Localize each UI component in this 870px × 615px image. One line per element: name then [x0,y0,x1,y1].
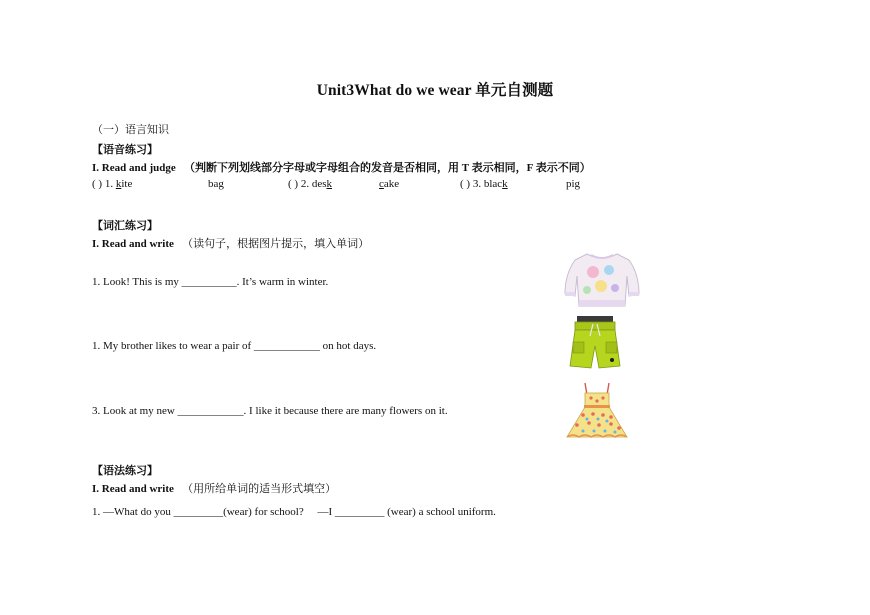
answer-blank[interactable]: __________ [181,276,237,288]
instruction-cn: （判断下列划线部分字母或字母组合的发音是否相同，用 T 表示相同，F 表示不同） [184,162,591,174]
phonics-item [288,178,332,190]
word [379,178,399,190]
page-title: Unit3What do we wear 单元自测题 [316,82,554,99]
underlined-letters: c [379,178,384,190]
word-hint: (wear) for school? [223,506,304,518]
sentence-start: My brother likes to wear a pair of [103,340,252,352]
instruction-en: I. Read and write [92,483,174,495]
instruction-cn: （读句子，根据图片提示，填入单词） [182,238,370,250]
answer-blank[interactable]: ____________ [253,340,320,352]
item-number: 1. [92,506,101,518]
section-heading: （一）语言知识 [92,124,169,136]
sentence-end: on hot days. [322,340,377,352]
sweater-icon [563,250,641,310]
item-number: 1. [92,340,101,352]
item-number: 3. [472,178,482,190]
shorts-icon [566,316,624,374]
word-rest: ake [383,178,400,190]
phonics-label: 【语音练习】 [92,144,158,156]
answer-blank[interactable]: ( ) [460,178,471,190]
phonics-item [460,178,508,190]
vocab-sentence [92,405,448,417]
vocab-sentence [92,340,376,352]
sentence-start: Look! This is my [103,276,179,288]
item-number: 2. [300,178,310,190]
word-hint: (wear) a school uniform. [387,506,496,518]
underlined-letters: k [326,178,332,190]
word: bag [208,178,224,190]
underlined-letters: k [502,178,508,190]
item-number: 1. [104,178,114,190]
grammar-label: 【语法练习】 [92,465,158,477]
word-pre: des [311,178,327,190]
item-number: 1. [92,276,101,288]
phonics-item [92,178,132,190]
answer-blank[interactable]: _________ [334,506,385,518]
word-rest: ite [121,178,133,190]
grammar-item [92,506,496,518]
answer-blank[interactable]: ( ) [92,178,103,190]
underlined-letters: k [115,178,122,190]
dress-icon [563,381,631,441]
vocab-sentence [92,276,328,288]
answer-blank[interactable]: ( ) [288,178,299,190]
instruction-en: I. Read and write [92,238,174,250]
instruction-en: I. Read and judge [92,162,176,174]
sentence-end: . It’s warm in winter. [236,276,329,288]
answer-text: —I [317,506,333,518]
word: pig [566,178,581,190]
instruction-cn: （用所给单词的适当形式填空） [182,483,337,495]
answer-blank[interactable]: _________ [173,506,224,518]
sentence-start: Look at my new [103,405,175,417]
word-pre: blac [483,178,503,190]
grammar-instruction [92,480,336,496]
phonics-instruction [92,159,591,175]
question-text: —What do you [103,506,171,518]
answer-blank[interactable]: ____________ [177,405,244,417]
vocab-label: 【词汇练习】 [92,220,158,232]
vocab-instruction [92,235,369,251]
item-number: 3. [92,405,101,417]
sentence-end: . I like it because there are many flowers on it. [243,405,448,417]
